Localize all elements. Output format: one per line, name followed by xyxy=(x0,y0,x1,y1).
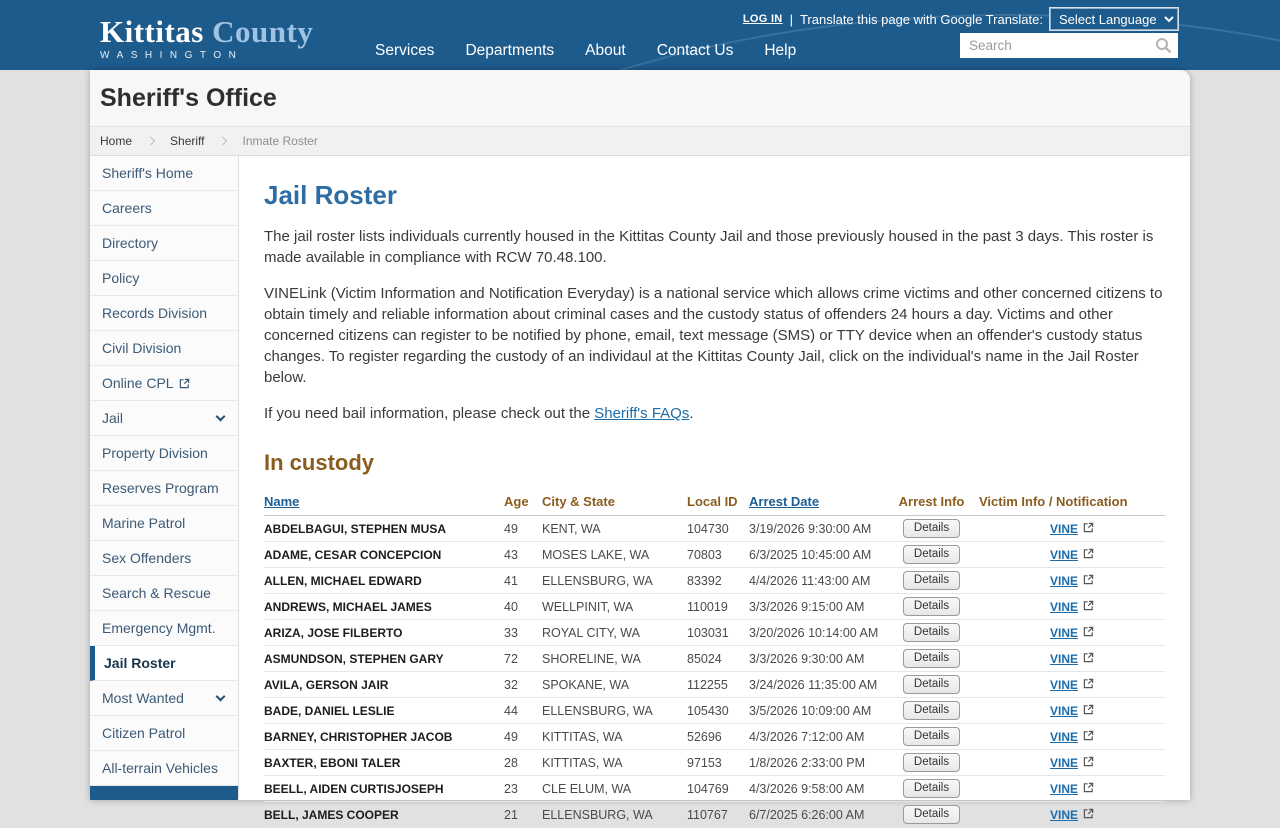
cell-arrest-date: 4/3/2026 7:12:00 AM xyxy=(749,724,884,750)
main-content xyxy=(239,156,1190,822)
nav-item-departments[interactable]: Departments xyxy=(465,42,555,59)
sidebar-item-all-terrain-vehicles[interactable] xyxy=(90,751,238,786)
cell-city: MOSES LAKE, WA xyxy=(542,542,687,568)
cell-victim-info xyxy=(979,724,1165,750)
utility-bar xyxy=(743,8,1178,30)
nav-item-services[interactable]: Services xyxy=(375,42,435,59)
cell-arrest-info xyxy=(884,672,979,698)
sidebar-item-sheriff-s-home[interactable] xyxy=(90,156,238,191)
sidebar-item-most-wanted[interactable] xyxy=(90,681,238,716)
chevron-down-icon xyxy=(216,412,226,422)
sidebar-item-label: Policy xyxy=(102,270,140,286)
cell-arrest-info xyxy=(884,568,979,594)
table-row xyxy=(264,542,1165,568)
external-link-icon xyxy=(1083,782,1094,793)
cell-name: ALLEN, MICHAEL EDWARD xyxy=(264,568,504,594)
table-row xyxy=(264,698,1165,724)
cell-age: 41 xyxy=(504,568,542,594)
sidebar-item-label: Sex Offenders xyxy=(102,550,192,566)
header-arrest-info: Arrest Info xyxy=(884,490,979,516)
sidebar-item-label: Search & Rescue xyxy=(102,585,211,601)
sidebar-item-records-division[interactable] xyxy=(90,296,238,331)
details-button[interactable]: Details xyxy=(903,519,960,538)
chevron-down-icon xyxy=(216,692,226,702)
cell-age: 28 xyxy=(504,750,542,776)
external-link-icon xyxy=(1083,678,1094,689)
table-row xyxy=(264,672,1165,698)
cell-age: 21 xyxy=(504,802,542,828)
cell-arrest-info xyxy=(884,620,979,646)
cell-victim-info xyxy=(979,646,1165,672)
sheriffs-faqs-link[interactable]: Sheriff's FAQs xyxy=(594,405,690,422)
table-header-row xyxy=(264,490,1165,516)
bail-text: If you need bail information, please check out the xyxy=(264,405,595,422)
external-link-icon xyxy=(1083,652,1094,663)
sidebar-item-label: Online CPL xyxy=(102,375,174,391)
breadcrumb-sheriff[interactable]: Sheriff xyxy=(170,134,205,148)
cell-name: BADE, DANIEL LESLIE xyxy=(264,698,504,724)
table-row xyxy=(264,724,1165,750)
header-arrest-date xyxy=(749,490,884,516)
table-row xyxy=(264,620,1165,646)
roster-table xyxy=(264,490,1165,828)
table-row xyxy=(264,646,1165,672)
main-nav xyxy=(375,42,796,60)
sidebar-item-search-rescue[interactable] xyxy=(90,576,238,611)
table-row xyxy=(264,776,1165,802)
details-button[interactable]: Details xyxy=(903,779,960,798)
sidebar-item-label: Civil Division xyxy=(102,340,182,356)
sidebar-item-reserves-program[interactable] xyxy=(90,471,238,506)
header-age: Age xyxy=(504,490,542,516)
cell-city: ELLENSBURG, WA xyxy=(542,802,687,828)
vine-link[interactable]: VINE xyxy=(1049,755,1078,770)
sidebar-partial-item xyxy=(90,786,238,800)
cell-city: ELLENSBURG, WA xyxy=(542,568,687,594)
cell-city: KENT, WA xyxy=(542,516,687,542)
cell-arrest-date: 3/3/2026 9:30:00 AM xyxy=(749,646,884,672)
nav-item-contact-us[interactable]: Contact Us xyxy=(656,42,734,59)
cell-age: 43 xyxy=(504,542,542,568)
language-select[interactable] xyxy=(1050,8,1178,30)
content-title: Jail Roster xyxy=(264,180,397,210)
cell-name: BEELL, AIDEN CURTISJOSEPH xyxy=(264,776,504,802)
cell-local-id: 105430 xyxy=(687,698,749,724)
cell-local-id: 110767 xyxy=(687,802,749,828)
search-input[interactable] xyxy=(960,33,1178,58)
sidebar-item-label: Directory xyxy=(102,235,159,251)
external-link-icon xyxy=(1083,600,1094,611)
sidebar-item-civil-division[interactable] xyxy=(90,331,238,366)
vine-link[interactable]: VINE xyxy=(1049,781,1078,796)
details-button[interactable]: Details xyxy=(903,649,960,668)
vine-link[interactable]: VINE xyxy=(1049,703,1078,718)
details-button[interactable]: Details xyxy=(903,571,960,590)
cell-name: ARIZA, JOSE FILBERTO xyxy=(264,620,504,646)
external-link-icon xyxy=(1083,574,1094,585)
cell-name: AVILA, GERSON JAIR xyxy=(264,672,504,698)
breadcrumb-home[interactable]: Home xyxy=(100,134,133,148)
cell-city: SHORELINE, WA xyxy=(542,646,687,672)
vine-link[interactable]: VINE xyxy=(1049,625,1078,640)
utility-separator: | xyxy=(789,11,793,27)
page-title: Sheriff's Office xyxy=(100,83,277,112)
sidebar xyxy=(90,156,239,799)
page-card xyxy=(90,70,1190,822)
bail-paragraph xyxy=(264,403,1165,424)
cell-local-id: 70803 xyxy=(687,542,749,568)
nav-item-about[interactable]: About xyxy=(585,42,626,59)
table-row xyxy=(264,594,1165,620)
bail-text-end: . xyxy=(689,405,694,422)
sidebar-item-label: Marine Patrol xyxy=(102,515,186,531)
cell-arrest-info xyxy=(884,802,979,828)
cell-local-id: 97153 xyxy=(687,750,749,776)
cell-arrest-date: 3/3/2026 9:15:00 AM xyxy=(749,594,884,620)
details-button[interactable]: Details xyxy=(903,727,960,746)
breadcrumb-separator-icon xyxy=(147,137,155,145)
external-link-icon xyxy=(1083,704,1094,715)
breadcrumb-inmate-roster: Inmate Roster xyxy=(242,134,318,148)
external-link-icon xyxy=(1083,522,1094,533)
cell-arrest-date: 3/24/2026 11:35:00 AM xyxy=(749,672,884,698)
vine-link[interactable]: VINE xyxy=(1049,729,1078,744)
cell-local-id: 112255 xyxy=(687,672,749,698)
cell-name: BARNEY, CHRISTOPHER JACOB xyxy=(264,724,504,750)
sidebar-item-label: Sheriff's Home xyxy=(102,165,194,181)
cell-city: SPOKANE, WA xyxy=(542,672,687,698)
translate-label: Translate this page with Google Translate: xyxy=(799,11,1043,27)
sidebar-item-policy[interactable] xyxy=(90,261,238,296)
vine-link[interactable]: VINE xyxy=(1049,651,1078,666)
sidebar-item-property-division[interactable] xyxy=(90,436,238,471)
cell-city: KITTITAS, WA xyxy=(542,750,687,776)
details-button[interactable]: Details xyxy=(903,805,960,824)
logo-word-kittitas: Kittitas xyxy=(100,14,204,49)
vinelink-paragraph: VINELink (Victim Information and Notification Everyday) is a national service which allows crime victims and other concerned citizens to obtain timely and reliable information about criminal cases and the custody status of offenders 24 hours a day. Victims and other concerned citizens can register to be notified by phone, email, text message (SMS) or TTY device when an offender's custody status changes. To register regarding the custody of an individaul at the Kittitas County Jail, click on the individual's name in the Jail Roster below. xyxy=(264,285,1163,386)
details-button[interactable]: Details xyxy=(903,701,960,720)
cell-local-id: 110019 xyxy=(687,594,749,620)
cell-local-id: 103031 xyxy=(687,620,749,646)
table-row xyxy=(264,750,1165,776)
cell-age: 40 xyxy=(504,594,542,620)
header-victim-info: Victim Info / Notification xyxy=(979,490,1165,516)
sidebar-item-label: Emergency Mgmt. xyxy=(102,620,216,636)
table-row xyxy=(264,568,1165,594)
cell-victim-info xyxy=(979,516,1165,542)
cell-name: ANDREWS, MICHAEL JAMES xyxy=(264,594,504,620)
county-logo[interactable] xyxy=(100,14,313,61)
external-link-icon xyxy=(1083,808,1094,819)
cell-age: 72 xyxy=(504,646,542,672)
sidebar-item-sex-offenders[interactable] xyxy=(90,541,238,576)
table-row xyxy=(264,516,1165,542)
cell-arrest-date: 3/5/2026 10:09:00 AM xyxy=(749,698,884,724)
cell-victim-info xyxy=(979,542,1165,568)
breadcrumb xyxy=(90,126,1190,156)
cell-age: 32 xyxy=(504,672,542,698)
details-button[interactable]: Details xyxy=(903,545,960,564)
sidebar-item-label: Reserves Program xyxy=(102,480,219,496)
roster-table-body xyxy=(264,516,1165,828)
cell-arrest-date: 6/7/2025 6:26:00 AM xyxy=(749,802,884,828)
cell-arrest-date: 1/8/2026 2:33:00 PM xyxy=(749,750,884,776)
logo-subtitle: WASHINGTON xyxy=(100,50,244,61)
vine-link[interactable]: VINE xyxy=(1049,547,1078,562)
sidebar-item-jail[interactable] xyxy=(90,401,238,436)
details-button[interactable]: Details xyxy=(903,675,960,694)
vine-link[interactable]: VINE xyxy=(1049,573,1078,588)
cell-arrest-info xyxy=(884,646,979,672)
cell-city: WELLPINIT, WA xyxy=(542,594,687,620)
cell-age: 23 xyxy=(504,776,542,802)
cell-victim-info xyxy=(979,750,1165,776)
sidebar-item-label: Jail Roster xyxy=(104,655,176,671)
cell-arrest-date: 3/20/2026 10:14:00 AM xyxy=(749,620,884,646)
sidebar-item-label: Most Wanted xyxy=(102,690,184,706)
cell-city: CLE ELUM, WA xyxy=(542,776,687,802)
cell-victim-info xyxy=(979,698,1165,724)
header-name xyxy=(264,490,504,516)
sidebar-item-emergency-mgmt[interactable] xyxy=(90,611,238,646)
sort-by-name-link[interactable]: Name xyxy=(264,494,300,509)
cell-arrest-info xyxy=(884,776,979,802)
cell-victim-info xyxy=(979,776,1165,802)
cell-name: BELL, JAMES COOPER xyxy=(264,802,504,828)
cell-arrest-date: 6/3/2025 10:45:00 AM xyxy=(749,542,884,568)
details-button[interactable]: Details xyxy=(903,597,960,616)
sidebar-item-label: Records Division xyxy=(102,305,208,321)
in-custody-heading: In custody xyxy=(264,450,375,475)
external-link-icon xyxy=(179,378,190,389)
cell-name: ABDELBAGUI, STEPHEN MUSA xyxy=(264,516,504,542)
cell-arrest-info xyxy=(884,698,979,724)
breadcrumb-separator-icon xyxy=(219,137,227,145)
sidebar-item-online-cpl[interactable] xyxy=(90,366,238,401)
external-link-icon xyxy=(1083,626,1094,637)
vine-link[interactable]: VINE xyxy=(1049,677,1078,692)
sidebar-item-label: All-terrain Vehicles xyxy=(102,760,218,776)
cell-city: KITTITAS, WA xyxy=(542,724,687,750)
cell-arrest-info xyxy=(884,516,979,542)
cell-victim-info xyxy=(979,568,1165,594)
search-icon[interactable] xyxy=(1155,37,1172,54)
cell-arrest-date: 3/19/2026 9:30:00 AM xyxy=(749,516,884,542)
cell-local-id: 83392 xyxy=(687,568,749,594)
cell-arrest-info xyxy=(884,750,979,776)
cell-victim-info xyxy=(979,620,1165,646)
cell-age: 44 xyxy=(504,698,542,724)
cell-victim-info xyxy=(979,672,1165,698)
cell-arrest-date: 4/3/2026 9:58:00 AM xyxy=(749,776,884,802)
cell-local-id: 104730 xyxy=(687,516,749,542)
cell-age: 33 xyxy=(504,620,542,646)
logo-word-county: County xyxy=(212,14,314,49)
sidebar-item-jail-roster[interactable] xyxy=(90,646,238,681)
sidebar-item-label: Citizen Patrol xyxy=(102,725,186,741)
cell-arrest-info xyxy=(884,594,979,620)
cell-local-id: 52696 xyxy=(687,724,749,750)
cell-arrest-info xyxy=(884,724,979,750)
header-local-id: Local ID xyxy=(687,490,749,516)
title-band xyxy=(90,70,1190,126)
sort-by-arrest-date-link[interactable]: Arrest Date xyxy=(749,494,820,509)
sidebar-item-label: Property Division xyxy=(102,445,208,461)
site-header xyxy=(0,0,1280,70)
external-link-icon xyxy=(1083,730,1094,741)
login-link[interactable]: LOG IN xyxy=(742,13,783,25)
cell-name: ADAME, CESAR CONCEPCION xyxy=(264,542,504,568)
cell-city: ELLENSBURG, WA xyxy=(542,698,687,724)
sidebar-item-label: Careers xyxy=(102,200,152,216)
vine-link[interactable]: VINE xyxy=(1049,807,1078,822)
nav-item-help[interactable]: Help xyxy=(764,42,797,59)
search-box xyxy=(960,33,1178,58)
cell-age: 49 xyxy=(504,724,542,750)
vine-link[interactable]: VINE xyxy=(1049,521,1078,536)
external-link-icon xyxy=(1083,548,1094,559)
details-button[interactable]: Details xyxy=(903,623,960,642)
cell-local-id: 85024 xyxy=(687,646,749,672)
external-link-icon xyxy=(1083,756,1094,767)
cell-local-id: 104769 xyxy=(687,776,749,802)
cell-name: ASMUNDSON, STEPHEN GARY xyxy=(264,646,504,672)
cell-victim-info xyxy=(979,594,1165,620)
sidebar-item-careers[interactable] xyxy=(90,191,238,226)
intro-paragraph: The jail roster lists individuals currently housed in the Kittitas County Jail and those previously housed in the past 3 days. This roster is made available in compliance with RCW 70.48.100. xyxy=(264,228,1154,266)
sidebar-item-marine-patrol[interactable] xyxy=(90,506,238,541)
header-city: City & State xyxy=(542,490,687,516)
cell-name: BAXTER, EBONI TALER xyxy=(264,750,504,776)
sidebar-item-citizen-patrol[interactable] xyxy=(90,716,238,751)
table-row xyxy=(264,802,1165,828)
vine-link[interactable]: VINE xyxy=(1049,599,1078,614)
details-button[interactable]: Details xyxy=(903,753,960,772)
cell-victim-info xyxy=(979,802,1165,828)
cell-city: ROYAL CITY, WA xyxy=(542,620,687,646)
logo-title xyxy=(100,14,313,50)
cell-age: 49 xyxy=(504,516,542,542)
cell-arrest-info xyxy=(884,542,979,568)
sidebar-item-directory[interactable] xyxy=(90,226,238,261)
sidebar-item-label: Jail xyxy=(102,410,124,426)
cell-arrest-date: 4/4/2026 11:43:00 AM xyxy=(749,568,884,594)
